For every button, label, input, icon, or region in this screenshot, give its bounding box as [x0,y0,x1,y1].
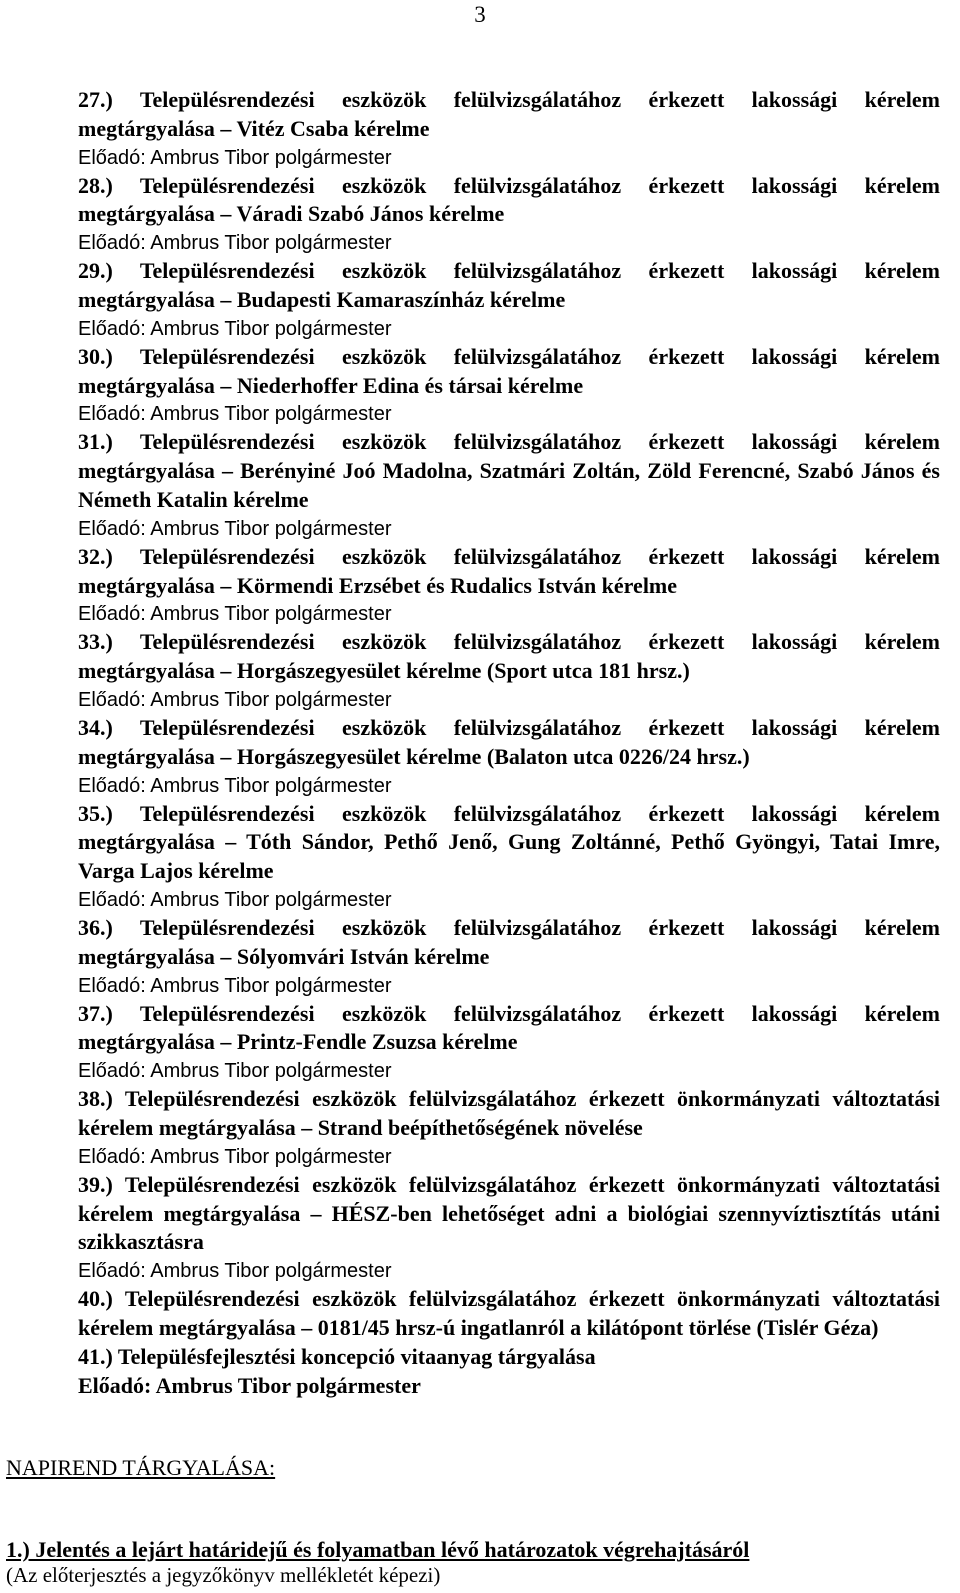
agenda-item-presenter: Előadó: Ambrus Tibor polgármester [78,1372,421,1398]
agenda-item [78,1343,940,1400]
agenda-item [78,343,940,429]
agenda-item-title: 28.) Településrendezési eszközök felülvizsgálatához érkezett lakossági kérelem megtárgyalása – Váradi Szabó János kérelme [78,172,940,227]
agenda-item-title: 32.) Településrendezési eszközök felülvizsgálatához érkezett lakossági kérelem megtárgyalása – Körmendi Erzsébet és Rudalics István kérelme [78,543,940,598]
page-number: 3 [474,2,486,27]
agenda-item [78,714,940,800]
agenda-item [78,172,940,258]
agenda-item-title: 35.) Településrendezési eszközök felülvizsgálatához érkezett lakossági kérelem megtárgyalása – Tóth Sándor, Pethő Jenő, Gung Zoltánné, Pethő Gyöngyi, Tatai Imre, Varga Lajos kérelme [78,800,940,884]
agenda-item-title: 38.) Településrendezési eszközök felülvizsgálatához érkezett önkormányzati változtatási kérelem megtárgyalása – Strand beépíthetőségének növelése [78,1086,940,1140]
agenda-item-presenter: Előadó: Ambrus Tibor polgármester [78,1145,392,1168]
agenda-item-presenter: Előadó: Ambrus Tibor polgármester [78,774,392,797]
agenda-item [78,86,940,172]
agenda-item-presenter: Előadó: Ambrus Tibor polgármester [78,974,392,997]
agenda-item-presenter: Előadó: Ambrus Tibor polgármester [78,888,392,911]
agenda-item [78,1171,940,1285]
agenda-item [78,800,940,914]
agenda-item-title: 29.) Településrendezési eszközök felülvizsgálatához érkezett lakossági kérelem megtárgyalása – Budapesti Kamaraszínház kérelme [78,258,940,312]
agenda-item-title: 37.) Településrendezési eszközök felülvizsgálatához érkezett lakossági kérelem megtárgyalása – Printz-Fendle Zsuzsa kérelme [78,1000,940,1055]
agenda-item-title: 36.) Településrendezési eszközök felülvizsgálatához érkezett lakossági kérelem megtárgyalása – Sólyomvári István kérelme [78,914,940,969]
agenda-item-title: 33.) Településrendezési eszközök felülvizsgálatához érkezett lakossági kérelem megtárgyalása – Horgászegyesület kérelme (Sport utca 181 hrsz.) [78,629,940,684]
agenda-item-title: 34.) Településrendezési eszközök felülvizsgálatához érkezett lakossági kérelem megtárgyalása – Horgászegyesület kérelme (Balaton utca 0226/24 hrsz.) [78,714,940,769]
agenda-item [78,428,940,542]
agenda-item-presenter: Előadó: Ambrus Tibor polgármester [78,232,392,255]
agenda-item [78,1285,940,1343]
agenda-item [78,257,940,343]
agenda-item-title: 31.) Településrendezési eszközök felülvizsgálatához érkezett lakossági kérelem megtárgyalása – Berényiné Joó Madolna, Szatmári Zoltán, Zöld Ferencné, Szabó János és Németh Katalin kérelme [78,429,940,512]
agenda-item-presenter: Előadó: Ambrus Tibor polgármester [78,1260,392,1283]
agenda-list [78,86,940,1400]
agenda-item-presenter: Előadó: Ambrus Tibor polgármester [78,688,392,711]
agenda-item-presenter: Előadó: Ambrus Tibor polgármester [78,146,392,169]
agenda-item-title: 27.) Településrendezési eszközök felülvizsgálatához érkezett lakossági kérelem megtárgyalása – Vitéz Csaba kérelme [78,87,940,141]
agenda-item-title: 40.) Településrendezési eszközök felülvizsgálatához érkezett önkormányzati változtatási kérelem megtárgyalása – 0181/45 hrsz-ú ingatlanról a kilátópont törlése (Tislér Géza) [78,1286,940,1340]
agenda-item-presenter: Előadó: Ambrus Tibor polgármester [78,603,392,626]
agenda-item [78,543,940,629]
agenda-item-presenter: Előadó: Ambrus Tibor polgármester [78,403,392,426]
agenda-item [78,1085,940,1171]
agenda-item [78,914,940,1000]
agenda-item-title: 30.) Településrendezési eszközök felülvizsgálatához érkezett lakossági kérelem megtárgyalása – Niederhoffer Edina és társai kérelme [78,343,940,398]
report-item-title: 1.) Jelentés a lejárt határidejű és folyamatban lévő határozatok végrehajtásáról [6,1537,750,1562]
agenda-item-presenter: Előadó: Ambrus Tibor polgármester [78,317,392,340]
agenda-item-presenter: Előadó: Ambrus Tibor polgármester [78,517,392,540]
agenda-item-title: 39.) Településrendezési eszközök felülvizsgálatához érkezett önkormányzati változtatási kérelem megtárgyalása – HÉSZ-ben lehetőséget adni a biológiai szennyvíztisztítás utáni szikkasztásra [78,1171,940,1255]
agenda-item-presenter: Előadó: Ambrus Tibor polgármester [78,1060,392,1083]
agenda-item-title: 41.) Településfejlesztési koncepció vitaanyag tárgyalása [78,1343,596,1369]
section-heading: NAPIREND TÁRGYALÁSA: [6,1455,276,1480]
agenda-item [78,1000,940,1086]
agenda-item [78,628,940,714]
report-item-note: (Az előterjesztés a jegyzőkönyv mellékletét képezi) [6,1563,441,1587]
